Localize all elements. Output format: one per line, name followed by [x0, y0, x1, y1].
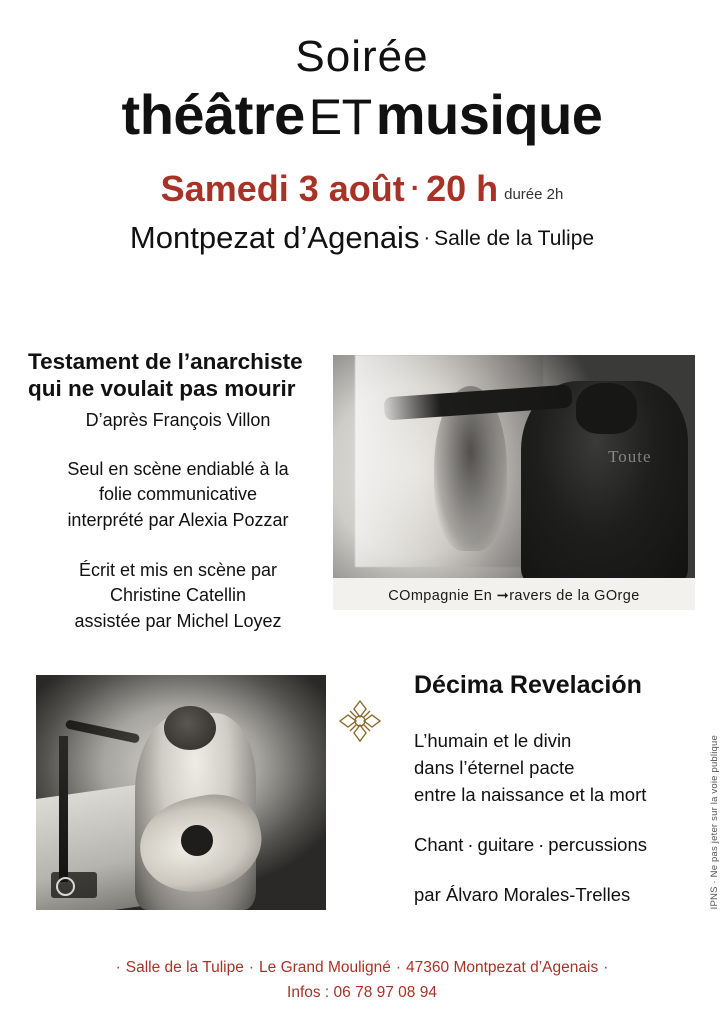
section-musique — [0, 665, 724, 935]
event-venue: Salle de la Tulipe — [434, 226, 595, 250]
footer-place: Le Grand Mouligné — [259, 959, 391, 977]
musique-description-line-1: L’humain et le divin — [414, 730, 572, 751]
page-title — [0, 84, 724, 147]
musique-description-line-2: dans l’éternel pacte — [414, 756, 575, 778]
location-separator: · — [423, 226, 431, 249]
theatre-credits-line-3: assistée par Michel Loyez — [74, 610, 282, 631]
guitar-soundhole — [181, 825, 213, 856]
footer-separator-start: · — [115, 959, 121, 977]
footer-separator-1: · — [248, 959, 255, 977]
microphone-stand — [59, 736, 68, 882]
theatre-title-line-1: Testament de l’anarchiste — [28, 349, 303, 374]
company-name: COmpagnie En ➞ravers de la GOrge — [388, 588, 640, 604]
instrument-2: guitare — [477, 834, 535, 856]
title-conjunction: ET — [308, 89, 372, 146]
title-part-theatre: théâtre — [121, 83, 305, 147]
event-location — [0, 221, 724, 255]
legal-note: IPNS · Ne pas jeter sur la voie publique — [709, 735, 720, 910]
theatre-description — [28, 457, 328, 534]
theatre-title — [28, 348, 328, 403]
theatre-title-line-2: qui ne voulait pas mourir — [28, 376, 296, 402]
kicker-title: Soirée — [295, 32, 429, 81]
footer-venue: Salle de la Tulipe — [125, 959, 244, 977]
event-date-time — [0, 167, 724, 209]
ornament-icon — [336, 697, 384, 745]
footer-city: 47360 Montpezat d’Agenais — [406, 959, 599, 977]
poster-header — [0, 0, 724, 255]
section-theatre — [0, 340, 724, 630]
theatre-credits — [28, 558, 328, 635]
musique-instruments — [414, 834, 694, 856]
footer-separator-2: · — [395, 959, 402, 977]
musique-description-line-3: entre la naissance et la mort — [414, 783, 647, 805]
title-part-musique: musique — [375, 83, 603, 147]
photo-credit-logo — [51, 872, 97, 898]
musique-artist: par Álvaro Morales-Trelles — [414, 884, 631, 906]
instrument-separator-1: · — [467, 834, 474, 856]
instrument-separator-2: · — [538, 834, 545, 856]
theatre-subtitle: D’après François Villon — [85, 409, 271, 430]
theatre-photo-watermark: Toute — [608, 446, 652, 466]
date-separator: · — [410, 171, 421, 203]
footer-infos: Infos : 06 78 97 08 94 — [287, 984, 437, 1002]
theatre-description-line-3: interprété par Alexia Pozzar — [67, 509, 289, 530]
theatre-text-block — [28, 348, 328, 634]
theatre-photo — [333, 355, 695, 610]
event-time: 20 h — [426, 167, 499, 209]
musician-photo-performer-head — [164, 706, 216, 751]
event-date: Samedi 3 août — [160, 167, 405, 209]
musique-title: Décima Revelación — [414, 671, 642, 699]
poster-footer — [0, 956, 724, 1006]
musique-description — [414, 728, 694, 808]
theatre-description-line-2: folie communicative — [98, 484, 258, 505]
instrument-1: Chant — [414, 834, 464, 856]
theatre-credits-line-1: Écrit et mis en scène par — [78, 559, 278, 580]
event-duration: durée 2h — [504, 185, 564, 203]
musique-text-block — [414, 670, 694, 906]
musician-photo — [36, 675, 326, 910]
theatre-description-line-1: Seul en scène endiablé à la — [67, 458, 289, 479]
footer-address — [0, 956, 724, 981]
event-town: Montpezat d’Agenais — [129, 219, 420, 255]
instrument-3: percussions — [548, 834, 648, 856]
theatre-photo-performer-head — [576, 383, 638, 434]
footer-separator-end: · — [603, 959, 609, 977]
theatre-credits-line-2: Christine Catellin — [109, 585, 247, 606]
